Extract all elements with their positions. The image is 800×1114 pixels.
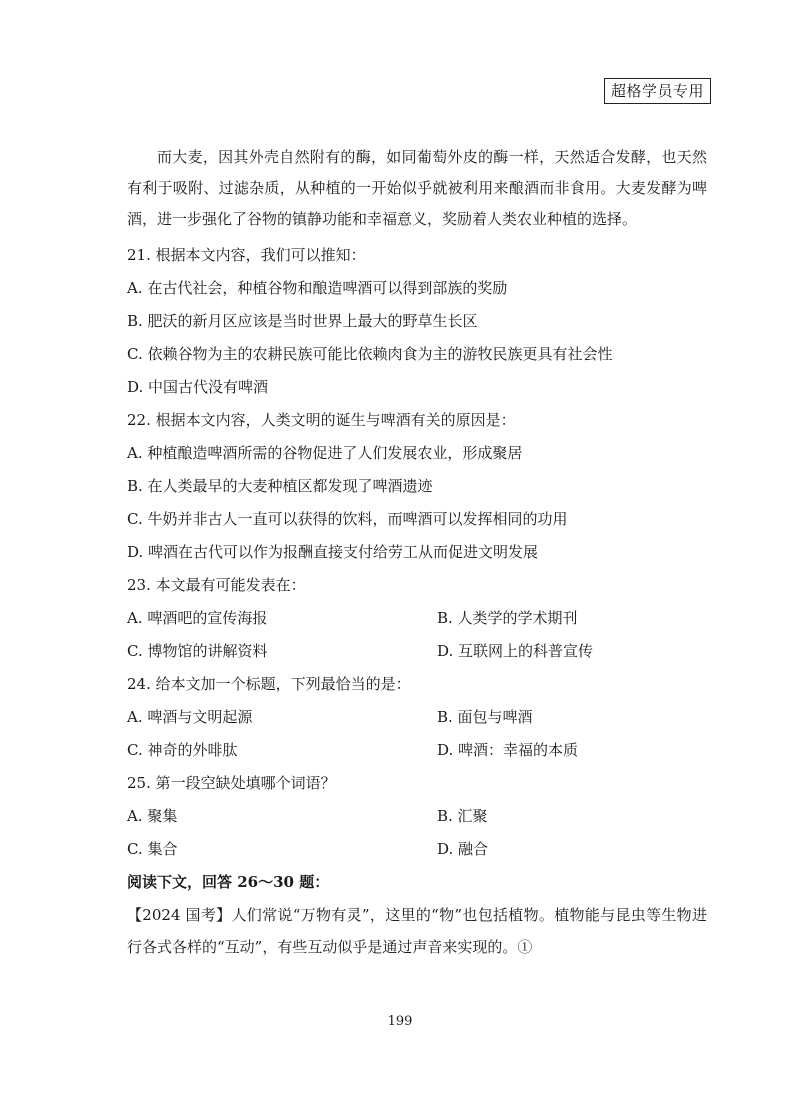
q24-options-row-2 [127, 734, 707, 767]
section-instruction: 阅读下文，回答 26～30 题： [127, 873, 330, 891]
q24-options-row-1 [127, 701, 707, 734]
q24-option-a: A. 啤酒与文明起源 [127, 708, 253, 726]
q23-option-d: D. 互联网上的科普宣传 [437, 642, 594, 660]
q25-options-row-1 [127, 800, 707, 833]
q23-options-row-1 [127, 602, 707, 635]
q22-option-b: B. 在人类最早的大麦种植区都发现了啤酒遗迹 [127, 477, 433, 495]
q22-option-a: A. 种植酿造啤酒所需的谷物促进了人们发展农业，形成聚居 [127, 444, 523, 462]
q23-option-b: B. 人类学的学术期刊 [437, 609, 578, 627]
q25-option-b: B. 汇聚 [437, 807, 488, 825]
q24-option-b: B. 面包与啤酒 [437, 708, 533, 726]
q24-stem: 24. 给本文加一个标题，下列最恰当的是： [127, 675, 411, 693]
q23-option-c: C. 博物馆的讲解资料 [127, 642, 268, 660]
q21-option-d: D. 中国古代没有啤酒 [127, 378, 269, 396]
q21-option-a: A. 在古代社会，种植谷物和酿造啤酒可以得到部族的奖励 [127, 279, 508, 297]
q24-option-c: C. 神奇的外啡肽 [127, 741, 238, 759]
q25-option-c: C. 集合 [127, 840, 178, 858]
q22-stem: 22. 根据本文内容，人类文明的诞生与啤酒有关的原因是： [127, 411, 516, 429]
q23-option-a: A. 啤酒吧的宣传海报 [127, 609, 268, 627]
page-number: 199 [387, 1014, 413, 1029]
q21-option-c: C. 依赖谷物为主的农耕民族可能比依赖肉食为主的游牧民族更具有社会性 [127, 345, 613, 363]
q25-options-row-2 [127, 833, 707, 866]
exclusive-badge: 超格学员专用 [604, 78, 711, 104]
q21-stem: 21. 根据本文内容，我们可以推知： [127, 246, 366, 264]
q23-stem: 23. 本文最有可能发表在： [127, 576, 306, 594]
q25-option-a: A. 聚集 [127, 807, 178, 825]
q23-options-row-2 [127, 635, 707, 668]
q25-stem: 25. 第一段空缺处填哪个词语？ [127, 774, 336, 792]
intro-paragraph: 而大麦，因其外壳自然附有的酶，如同葡萄外皮的酶一样，天然适合发酵，也天然有利于吸附、过滤杂质，从种植的一开始似乎就被利用来酿酒而非食用。大麦发酵为啤酒，进一步强化了谷物的镇静功能和幸福意义，奖励着人类农业种植的选择。 [127, 148, 707, 228]
q24-option-d: D. 啤酒：幸福的本质 [437, 741, 579, 759]
next-passage: 【2024 国考】人们常说“万物有灵”，这里的“物”也包括植物。植物能与昆虫等生物进行各式各样的“互动”，有些互动似乎是通过声音来实现的。① [127, 906, 707, 956]
q25-option-d: D. 融合 [437, 840, 489, 858]
q21-option-b: B. 肥沃的新月区应该是当时世界上最大的野草生长区 [127, 312, 478, 330]
q22-option-d: D. 啤酒在古代可以作为报酬直接支付给劳工从而促进文明发展 [127, 543, 539, 561]
page-content [127, 142, 707, 963]
q22-option-c: C. 牛奶并非古人一直可以获得的饮料，而啤酒可以发挥相同的功用 [127, 510, 568, 528]
